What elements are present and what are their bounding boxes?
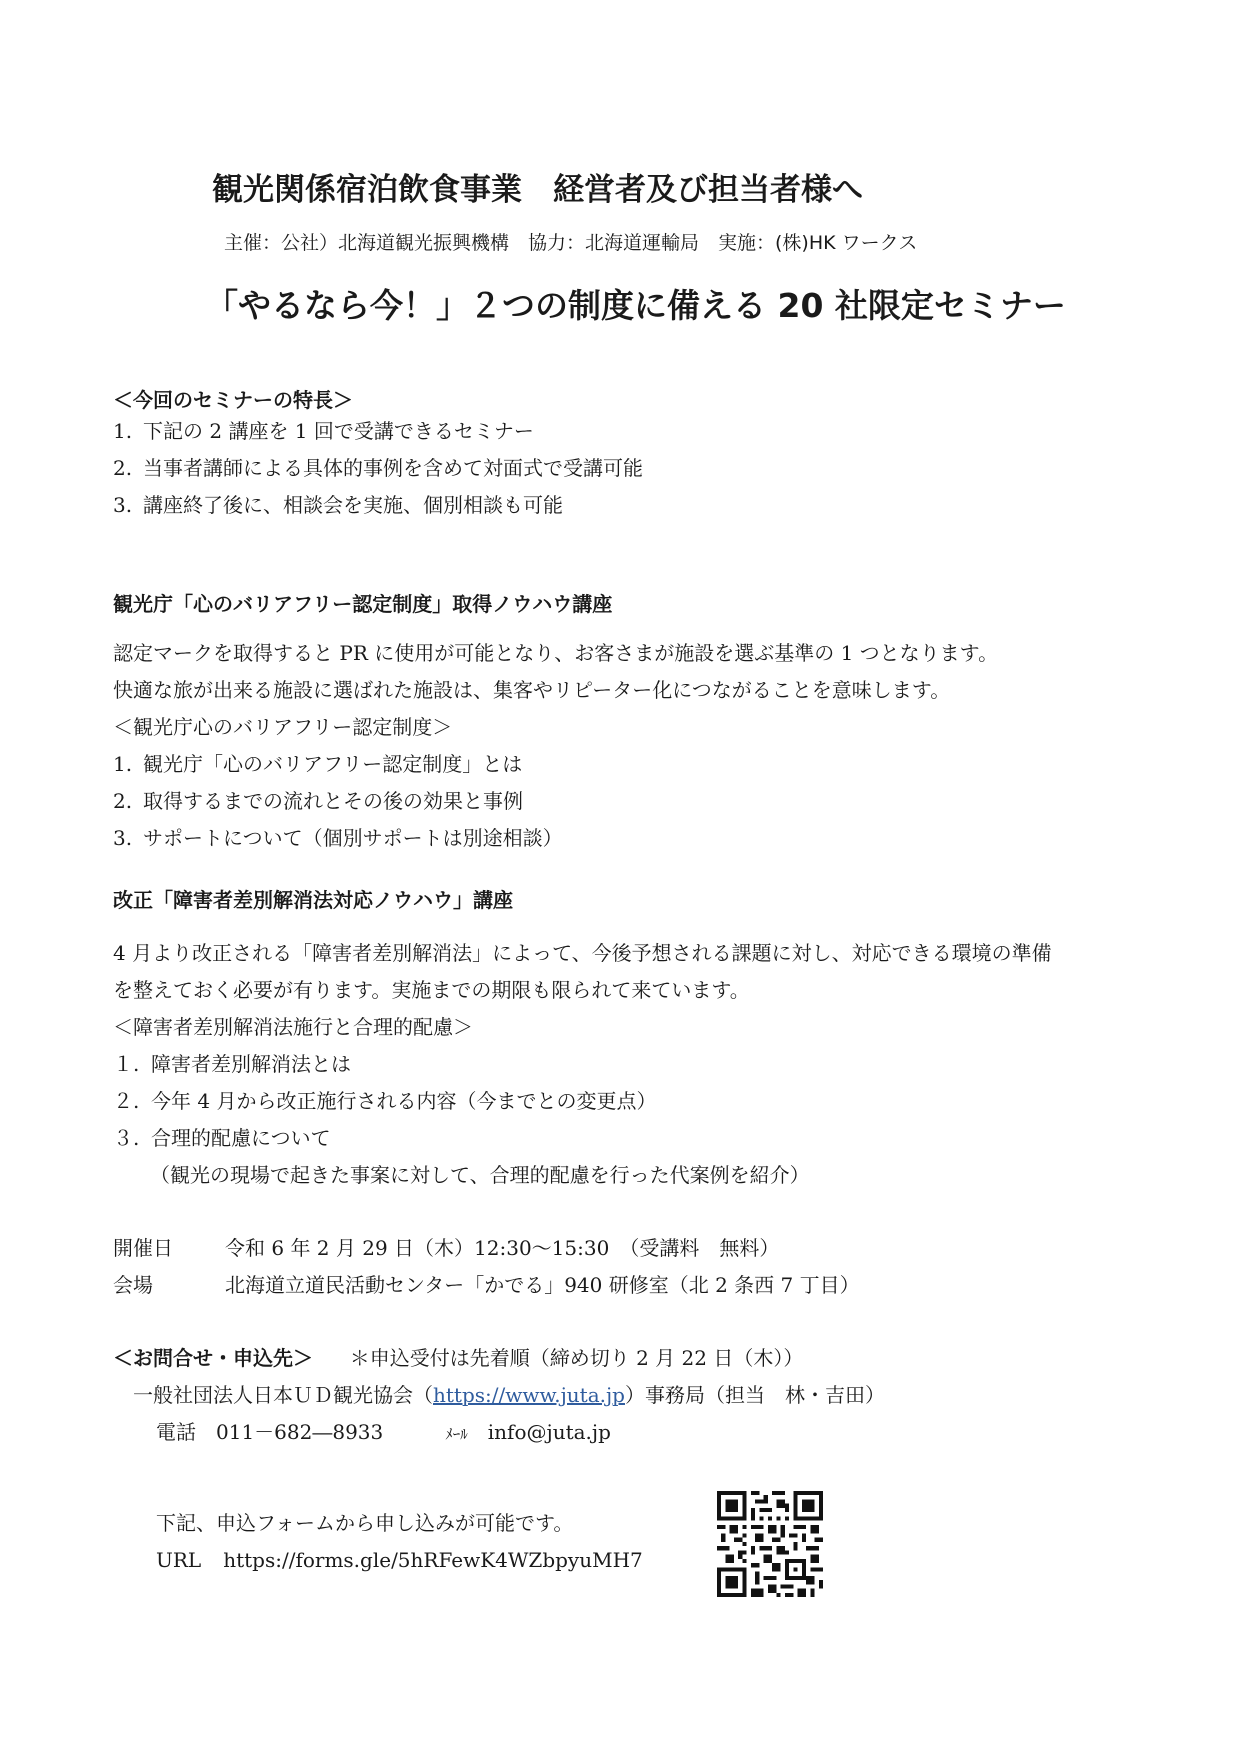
page-title: 観光関係宿泊飲食事業 経営者及び担当者様へ: [212, 172, 863, 208]
email-address[interactable]: info@juta.jp: [487, 1420, 611, 1444]
course1-description: [113, 635, 998, 746]
list-item: [113, 450, 643, 487]
list-number: 2.: [113, 456, 133, 480]
list-text: 障害者差別解消法とは: [151, 1052, 351, 1076]
course2-note: （観光の現場で起きた事案に対して、合理的配慮を行った代案例を紹介）: [150, 1163, 810, 1187]
contact-heading-row: [113, 1340, 803, 1377]
list-number: 3.: [113, 493, 133, 517]
course1-subheading: ＜観光庁心のバリアフリー認定制度＞: [113, 715, 453, 739]
qr-code[interactable]: [717, 1491, 823, 1597]
contact-heading: ＜お問合せ・申込先＞: [113, 1346, 313, 1370]
contact-org: [133, 1377, 885, 1414]
features-heading: ＜今回のセミナーの特長＞: [113, 388, 353, 412]
list-text: 下記の 2 講座を 1 回で受講できるセミナー: [143, 419, 534, 443]
list-text: 講座終了後に、相談会を実施、個別相談も可能: [143, 493, 563, 517]
seminar-title: 「やるなら今！」２つの制度に備える 20 社限定セミナー: [205, 286, 1066, 325]
event-venue-row: [113, 1267, 860, 1304]
organizers-line: 主催：公社）北海道観光振興機構 協力：北海道運輸局 実施：(株)HK ワークス: [224, 232, 918, 254]
list-number: ３.: [113, 1126, 140, 1150]
date-label: 開催日: [113, 1236, 173, 1260]
phone-number: 011－682―8933: [216, 1420, 384, 1444]
list-number: ２.: [113, 1089, 140, 1113]
course2-subheading: ＜障害者差別解消法施行と合理的配慮＞: [113, 1015, 473, 1039]
features-list: [113, 413, 643, 524]
course2-line: 4 月より改正される「障害者差別解消法」によって、今後予想される課題に対し、対応できる環境の準備: [113, 941, 1052, 965]
phone-label: 電話: [156, 1420, 196, 1444]
course2-heading: 改正「障害者差別解消法対応ノウハウ」講座: [113, 888, 513, 912]
website-link[interactable]: https://www.juta.jp: [433, 1383, 625, 1407]
list-item: [113, 1083, 656, 1120]
list-text: 当事者講師による具体的事例を含めて対面式で受講可能: [143, 456, 643, 480]
list-item: [113, 487, 643, 524]
org-prefix: 一般社団法人日本ＵＤ観光協会（: [133, 1383, 433, 1407]
list-number: １.: [113, 1052, 140, 1076]
list-number: 2.: [113, 789, 133, 813]
list-text: 観光庁「心のバリアフリー認定制度」とは: [143, 752, 523, 776]
list-text: 今年 4 月から改正施行される内容（今までとの変更点）: [151, 1089, 657, 1113]
list-number: 3.: [113, 826, 133, 850]
deadline-note: ＊申込受付は先着順（締め切り 2 月 22 日（木））: [349, 1346, 804, 1370]
url-label: URL: [156, 1548, 202, 1572]
contact-phone-mail: [156, 1414, 611, 1453]
event-date-row: [113, 1230, 860, 1267]
venue-value: 北海道立道民活動センター「かでる」940 研修室（北 2 条西 7 丁目）: [225, 1273, 860, 1297]
list-item: [113, 413, 643, 450]
date-value: 令和 6 年 2 月 29 日（木）12:30～15:30 （受講料 無料）: [225, 1236, 780, 1260]
org-suffix: ）事務局（担当 林・吉田）: [624, 1383, 885, 1407]
list-text: 取得するまでの流れとその後の効果と事例: [143, 789, 523, 813]
course1-line: 快適な旅が出来る施設に選ばれた施設は、集客やリピーター化につながることを意味します。: [113, 678, 951, 702]
course1-list: [113, 746, 563, 857]
list-number: 1.: [113, 752, 133, 776]
course2-description: [113, 935, 1052, 1046]
list-item: [113, 783, 563, 820]
venue-label: 会場: [113, 1273, 153, 1297]
list-item: [113, 1120, 656, 1157]
list-item: [113, 820, 563, 857]
application-text: 下記、申込フォームから申し込みが可能です。: [156, 1511, 574, 1535]
course1-heading: 観光庁「心のバリアフリー認定制度」取得ノウハウ講座: [113, 592, 613, 616]
course2-line: を整えておく必要が有ります。実施までの期限も限られて来ています。: [113, 978, 750, 1002]
list-text: サポートについて（個別サポートは別途相談）: [143, 826, 563, 850]
list-text: 合理的配慮について: [151, 1126, 331, 1150]
list-number: 1.: [113, 419, 133, 443]
form-url[interactable]: https://forms.gle/5hRFewK4WZbpyuMH7: [223, 1548, 643, 1572]
course1-line: 認定マークを取得すると PR に使用が可能となり、お客さまが施設を選ぶ基準の 1 つとなります。: [113, 641, 999, 665]
event-details: [113, 1230, 860, 1304]
list-item: [113, 1046, 656, 1083]
mail-label: ﾒｰﾙ: [445, 1425, 468, 1443]
course2-list: [113, 1046, 656, 1157]
list-item: [113, 746, 563, 783]
application-url-row: [156, 1542, 643, 1579]
